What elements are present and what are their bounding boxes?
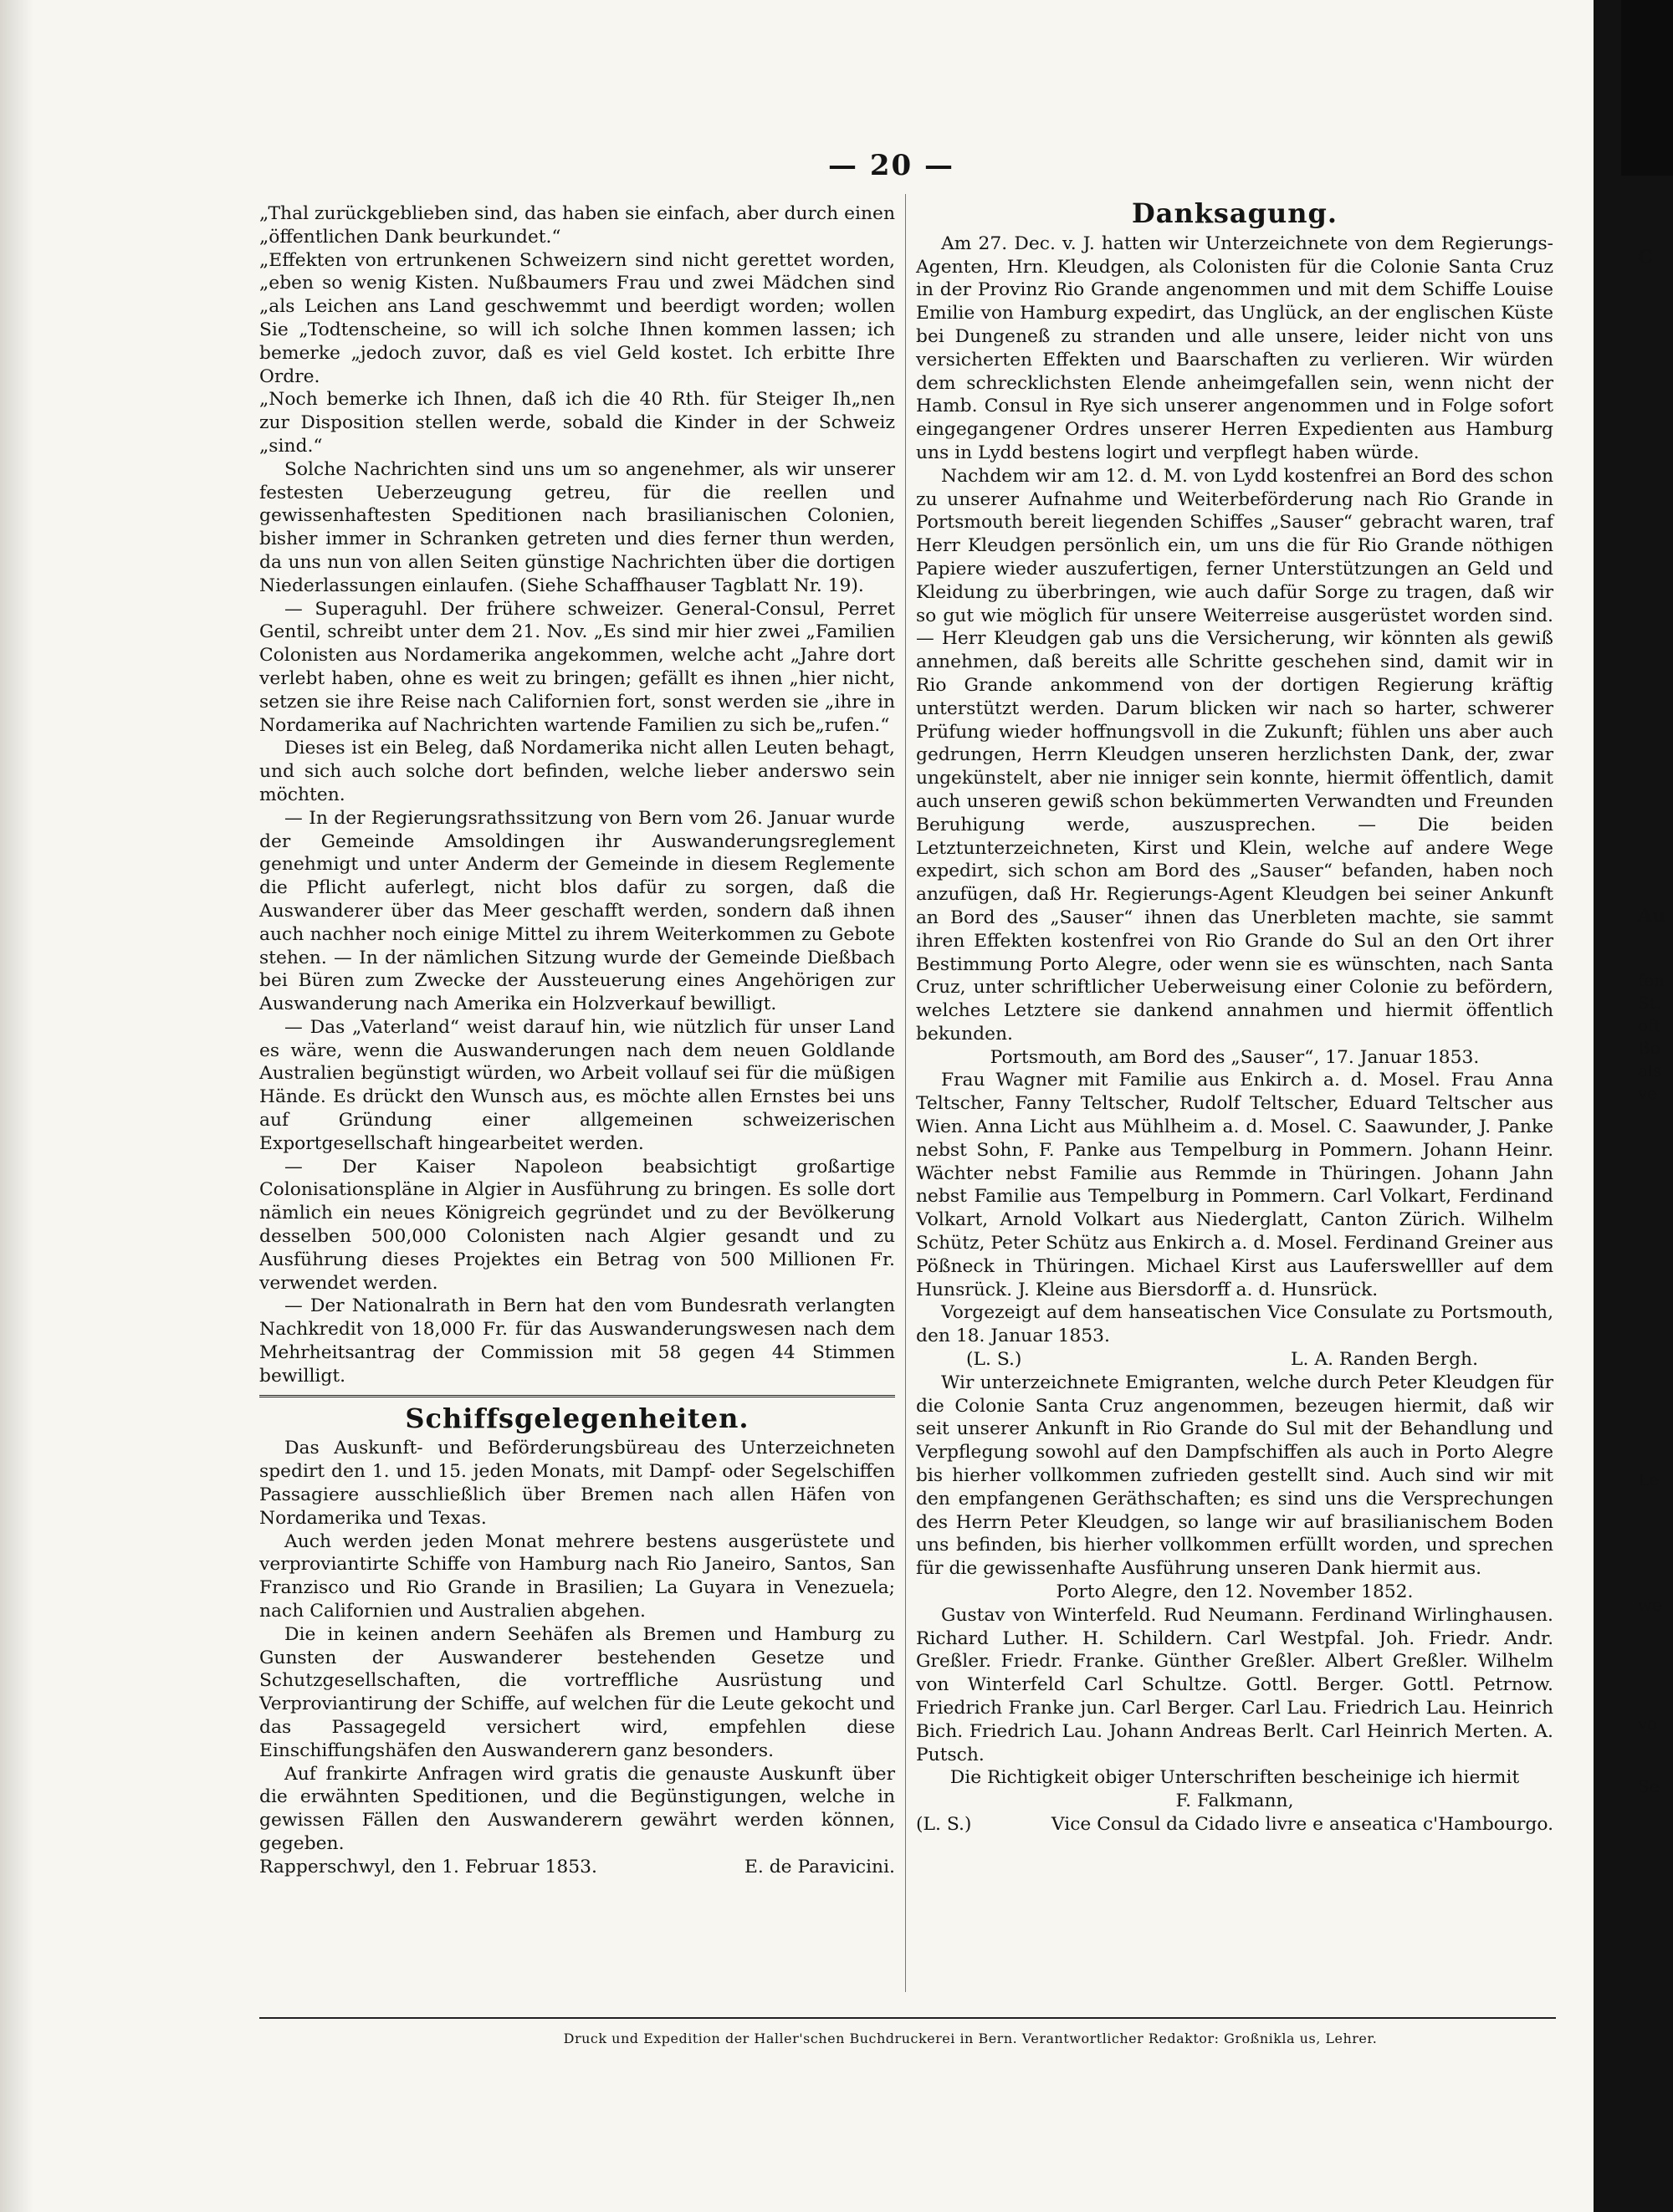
attestation: Die Richtigkeit obiger Unterschriften bescheinige ich hiermit [949, 1767, 1520, 1789]
adjacent-page-fragment: ve [1638, 1083, 1658, 1103]
section-heading-schiffsgelegenheiten: Schiffsgelegenheiten. [405, 1402, 750, 1434]
adjacent-page-fragment: St. [1638, 993, 1662, 1013]
article-paragraph: Dieses ist ein Beleg, daß Nordamerika nicht allen Leuten behagt, und sich auch solche dort befinden, welche lieber anderswo sein möchten. [259, 738, 895, 805]
consul-signoff [916, 1348, 1553, 1372]
consul-name: L. A. Randen Bergh. [1291, 1349, 1478, 1371]
article-paragraph: „Effekten von ertrunkenen Schweizern sind nicht gerettet worden, „eben so wenig Kisten. Nußbaumers Frau und zwei Mädchen sind „als Leichen ans Land geschwemmt und beerdigt worden; wollen Sie „Todtenscheine, so will ich solche Ihnen kommen lassen; ich bemerke „jedoch zuvor, daß es viel Geld kostet. Ich erbitte Ihre Ordre. [259, 249, 895, 387]
signatory-list: Gustav von Winterfeld. Rud Neumann. Ferdinand Wirlinghausen. Richard Luther. H. Schildern. Carl Westpfal. Joh. Friedr. Andr. Greßler. Friedr. Franke. Günther Greßler. Albert Greßler. Wilhelm von Winterfeld Carl Schultze. Gottl. Berger. Gottl. Petrnow. Friedrich Franke jun. Carl Berger. Carl Lau. Friedrich Lau. Heinrich Bich. Friedrich Lau. Johann Andreas Berlt. Carl Heinrich Merten. A. Putsch. [916, 1604, 1553, 1765]
ad-dateline: Rapperschwyl, den 1. Februar 1853. [259, 1856, 597, 1877]
adjacent-page-dark-band [1621, 0, 1673, 176]
left-column [259, 202, 895, 1879]
adjacent-page-fragment: vo [1638, 1714, 1658, 1734]
dateline: Porto Alegre, den 12. November 1852. [1056, 1581, 1414, 1603]
adjacent-page-fragment: fen [1638, 970, 1665, 990]
page-edge-shadow [0, 0, 33, 2212]
section-rule [259, 1395, 895, 1397]
vice-consul-signoff [916, 1813, 1553, 1837]
article-paragraph: Nachdem wir am 12. d. M. von Lydd kostenfrei an Bord des schon zu unserer Aufnahme und Weiterbeförderung nach Rio Grande in Portsmouth bereit liegenden Schiffes „Sauser“ gebracht waren, traf Herr Kleudgen persönlich ein, um uns die für Rio Grande nöthigen Papiere wieder auszufertigen, ferner Unterstützungen an Geld und Kleidung zu überbringen, wie auch dafür Sorge zu tragen, daß wir so gut wie möglich für unsere Weiterreise ausgerüstet worden sind. — Herr Kleudgen gab uns die Versicherung, wir könnten als gewiß annehmen, daß bereits alle Schritte geschehen sind, damit wir in Rio Grande ankommend von der dortigen Regierung kräftig unterstützt werden. Darum blicken wir nach so harter, schwerer Prüfung wieder hoffnungsvoll in die Zukunft; fühlen uns aber auch gedrungen, Herrn Kleudgen unseren herzlichsten Dank, der, zwar ungekünstelt, aber nie inniger sein konnte, hiermit öffentlich, damit auch unseren gewiß schon bekümmerten Verwandten und Freunden Beruhigung werde, auszusprechen. — Die beiden Letztunterzeichneten, Kirst und Klein, welche auf andere Wege expedirt, sich schon am Bord des „Sauser“ befanden, haben noch anzufügen, daß Hr. Regierungs-Agent Kleudgen bei seiner Ankunft an Bord des „Sauser“ ihnen das Unerbleten machte, sie sammt ihren Effekten kostenfrei von Rio Grande do Sul an den Ort ihrer Bestimmung Porto Alegre, oder wenn sie es wünschten, nach Santa Cruz, unter schriftlicher Ueberweisung einer Colonie zu befördern, welches Letztere sie dankend annahmen und hiermit öffentlich bekunden. [916, 465, 1554, 1045]
article-paragraph: — Der Kaiser Napoleon beabsichtigt großartige Colonisationspläne in Algier in Ausführung zu bringen. Es solle dort nämlich ein neues Königreich gegründet und zu der Bevölkerung desselben 500,000 Colonisten nach Algier gesandt und zu Ausführung dieses Projektes ein Betrag von 500 Millionen Fr. verwendet werden. [259, 1156, 895, 1294]
article-paragraph: — Superaguhl. Der frühere schweizer. General-Consul, Perret Gentil, schreibt unter dem 21. Nov. „Es sind mir hier zwei „Familien Colonisten aus Nordamerika angekommen, welche acht „Jahre dort verlebt haben, ohne es weit zu bringen; gefällt es ihnen „hier nicht, setzen sie ihre Reise nach Californien fort, sonst werden sie „ihre in Nordamerika auf Nachrichten wartende Familien zu sich be„rufen.“ [259, 598, 895, 736]
seal: (L. S.) [916, 1813, 972, 1835]
article-paragraph: Wir unterzeichnete Emigranten, welche durch Peter Kleudgen für die Colonie Santa Cruz angenommen, bezeugen hiermit, daß wir seit unserer Ankunft in Rio Grande do Sul mit der Behandlung und Verpflegung sowohl auf den Dampfschiffen als auch in Porto Alegre bis hierher vollkommen zufrieden gestellt sind. Auch sind wir mit den empfangenen Geräthschaften; es sind uns die Versprechungen des Herrn Peter Kleudgen, so lange wir auf brasilianischem Boden uns befinden, bis hierher vollkommen erfüllt worden, und sprechen für die gewissenhafte Ausführung unseren Dank hiermit aus. [916, 1372, 1553, 1580]
imprint-footer: Druck und Expedition der Haller'schen Buchdruckerei in Bern. Verantwortlicher Redaktor: Großnikla us, Lehrer. [563, 2031, 1378, 2046]
article-paragraph: „Noch bemerke ich Ihnen, daß ich die 40 Rth. für Steiger Ih„nen zur Disposition stellen werde, sobald die Kinder in der Schweiz „sind.“ [259, 389, 895, 457]
article-paragraph: — Das „Vaterland“ weist darauf hin, wie nützlich für unser Land es wäre, wenn die Auswanderungen nach dem neuen Goldlande Australien begünstigt würden, wo Arbeit vollauf sei für die müßigen Hände. Es drückt den Wunsch aus, es möchte allen Ernstes bei uns auf Gründung einer allgemeinen schweizerischen Exportgesellschaft hingearbeitet werden. [259, 1016, 895, 1154]
article-paragraph: Am 27. Dec. v. J. hatten wir Unterzeichnete von dem Regierungs-Agenten, Hrn. Kleudgen, als Colonisten für die Colonie Santa Cruz in der Provinz Rio Grande angenommen und mit dem Schiffe Louise Emilie von Hamburg expedirt, das Unglück, an der englischen Küste bei Dungeneß zu stranden und alle unsere, leider nicht von uns versicherten Effekten und Baarschaften zu verlieren. Wir würden dem schrecklichsten Elende anheimgefallen sein, wenn nicht der Hamb. Consul in Rye sich unserer angenommen und in Folge sofort eingegangener Ordres unserer Herren Expedienten aus Hamburg uns in Lydd bestens logirt und verpflegt haben würde. [916, 232, 1553, 463]
article-paragraph: — Der Nationalrath in Bern hat den vom Bundesrath verlangten Nachkredit von 18,000 Fr. für das Auswanderungswesen nach dem Mehrheitsantrag der Commission mit 58 gegen 44 Stimmen bewilligt. [259, 1295, 895, 1387]
ad-paragraph: Das Auskunft- und Beförderungsbüreau des Unterzeichneten spedirt den 1. und 15. jeden Monats, mit Dampf- oder Segelschiffen Passagiere ausschließlich über Bremen nach allen Häfen von Nordamerika und Texas. [259, 1438, 895, 1529]
ad-paragraph: Auch werden jeden Monat mehrere bestens ausgerüstete und verproviantirte Schiffe von Hamburg nach Rio Janeiro, Santos, San Franzisco und Rio Grande in Brasilien; La Guyara in Venezuela; nach Californien und Australien abgehen. [259, 1530, 895, 1622]
signatory-list: Frau Wagner mit Familie aus Enkirch a. d. Mosel. Frau Anna Teltscher, Fanny Teltscher, Rudolf Teltscher, Eduard Teltscher aus Wien. Anna Licht aus Mühlheim a. d. Mosel. C. Saawunder, J. Panke nebst Sohn, F. Panke aus Tempelburg in Pommern. Johann Heinr. Wächter nebst Familie aus Remmde in Thüringen. Johann Jahn nebst Familie aus Tempelburg in Pommern. Carl Volkart, Ferdinand Volkart, Arnold Volkart aus Niederglatt, Canton Zürich. Wilhelm Schütz, Peter Schütz aus Enkirch a. d. Mosel. Ferdinand Greiner aus Pößneck in Thüringen. Michael Kirst aus Lauferswelller auf dem Hunsrück. J. Kleine aus Biersdorff a. d. Hunsrück. [916, 1070, 1553, 1300]
article-paragraph: „Thal zurückgeblieben sind, das haben sie einfach, aber durch einen „öffentlichen Dank beurkundet.“ [259, 203, 895, 248]
adjacent-page-fragment: Bo [1638, 1038, 1660, 1058]
adjacent-page-fragment: Le [1638, 1469, 1660, 1489]
ad-paragraph: Auf frankirte Anfragen wird gratis die genauste Auskunft über die erwähnten Speditionen, und die Begünstigungen, welche in gewissen Fällen den Auswanderern gewährt werden können, gegeben. [259, 1763, 895, 1854]
consulate-note: Vorgezeigt auf dem hanseatischen Vice Consulate zu Portsmouth, den 18. Januar 1853. [916, 1302, 1553, 1347]
adjacent-page-fragment: als [1638, 1060, 1662, 1080]
section-heading-danksagung: Danksagung. [1131, 197, 1338, 229]
article-paragraph: Solche Nachrichten sind uns um so angenehmer, als wir unserer festesten Ueberzeugung getreu, für die reellen und gewissenhaftesten Speditionen nach brasilianischen Colonien, bisher immer in Schranken getreten und dies ferner thun werden, da uns nun von allen Seiten günstige Nachrichten über die dortigen Niederlassungen einlaufen. (Siehe Schaffhauser Tagblatt Nr. 19). [259, 458, 895, 596]
ad-paragraph: Die in keinen andern Seehäfen als Bremen und Hamburg zu Gunsten der Auswanderer bestehenden Gesetze und Schutzgesellschaften, die vortreffliche Ausrüstung und Verproviantirung der Schiffe, auf welchen für die Leute gekocht und das Passagegeld versichert wird, empfehlen diese Einschiffungshäfen den Auswanderern ganz besonders. [259, 1623, 895, 1761]
adjacent-page-fragment: C [1638, 247, 1653, 268]
adjacent-page-fragment: oft [1638, 1015, 1661, 1035]
dateline: Portsmouth, am Bord des „Sauser“, 17. Januar 1853. [990, 1046, 1480, 1068]
adjacent-page-edge [1594, 0, 1673, 2212]
article-paragraph: — In der Regierungsrathssitzung von Bern vom 26. Januar wurde der Gemeinde Amsoldingen ihr Auswanderungsreglement genehmigt und unter Anderm der Gemeinde in diesem Reglemente die Pflicht auferlegt, nicht blos dafür zu sorgen, daß die Auswanderer über das Meer geschafft werden, sondern daß ihnen auch nachher noch einige Mittel zu ihrem Weiterkommen zu Gebote stehen. — In der nämlichen Sitzung wurde der Gemeinde Dießbach bei Büren zum Zwecke der Aussteuerung eines Angehörigen zur Auswanderung nach Amerika ein Holzverkauf bewilligt. [259, 807, 895, 1015]
right-column [916, 199, 1553, 1837]
vice-consul-title: Vice Consul da Cidado livre e anseatica c'Hambourgo. [1051, 1813, 1553, 1835]
adjacent-page-fragment: Au [1638, 905, 1666, 927]
ad-signoff [259, 1856, 895, 1879]
attestation-name: F. Falkmann, [1175, 1791, 1294, 1812]
page-number: — 20 — [828, 149, 954, 182]
footer-rule [259, 2017, 1556, 2019]
adjacent-page-fragment: we [1638, 1595, 1662, 1615]
seal: (L. S.) [966, 1349, 1022, 1371]
ad-signature: E. de Paravicini. [744, 1856, 895, 1877]
column-divider [905, 194, 906, 1992]
adjacent-page-fragment: Se [1638, 1776, 1660, 1796]
